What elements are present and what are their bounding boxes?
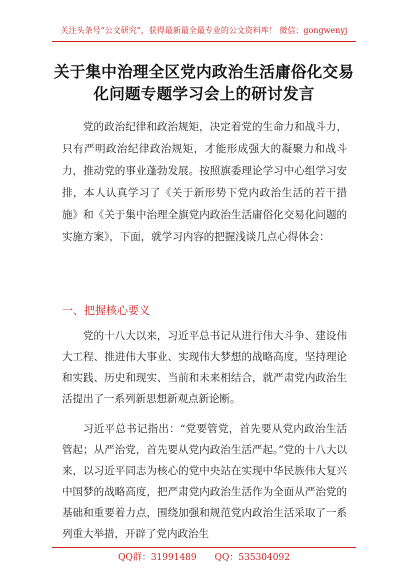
footer-qq-group: QQ群：31991489	[118, 553, 197, 563]
paragraph-3: 习近平总书记指出：“党要管党，首先要从党内政治生活管起；从严治党，首先要从党内政治生活严起。”党的十八大以来，以习近平同志为核心的党中央站在实现中华民族伟大复兴中国梦的战略高度，把严肃党内政治生活作为全面从严治党的基础和重要着力点，围绕加强和规范党内政治生活采取了一系列重大举措，开辟了党内政治生	[62, 423, 347, 540]
header-notice: 关注头条号“公文研究”，获得最新最全最专业的公文资料库！ 微信：gongwenyj	[60, 26, 348, 35]
section-heading: 一、把握核心要义	[62, 304, 150, 317]
document-title: 关于集中治理全区党内政治生活庸俗化交易化问题专题学习会上的研讨发言	[53, 63, 355, 103]
paragraph-2: 党的十八大以来，习近平总书记从进行伟大斗争、建设伟大工程、推进伟大事业、实现伟大梦想的战略高度，坚持理论和实践、历史和现实、当前和未来相结合，就严肃党内政治生活提出了一系列新思想新观点新论断。	[62, 330, 347, 405]
footer-contact	[0, 552, 408, 564]
footer-qq: QQ：535304092	[214, 553, 290, 563]
footer-divider	[52, 547, 356, 548]
header-divider	[52, 41, 356, 42]
paragraph-intro: 党的政治纪律和政治规矩，决定着党的生命力和战斗力，只有严明政治纪律政治规矩，才能形成强大的凝聚力和战斗力，推动党的事业蓬勃发展。按照旗委理论学习中心组学习安排，本人认真学习了《关于新形势下党内政治生活的若干措施》和《关于集中治理全旗党内政治生活庸俗化交易化问题的实施方案》，下面，就学习内容的把握浅谈几点心得体会：	[62, 121, 347, 243]
